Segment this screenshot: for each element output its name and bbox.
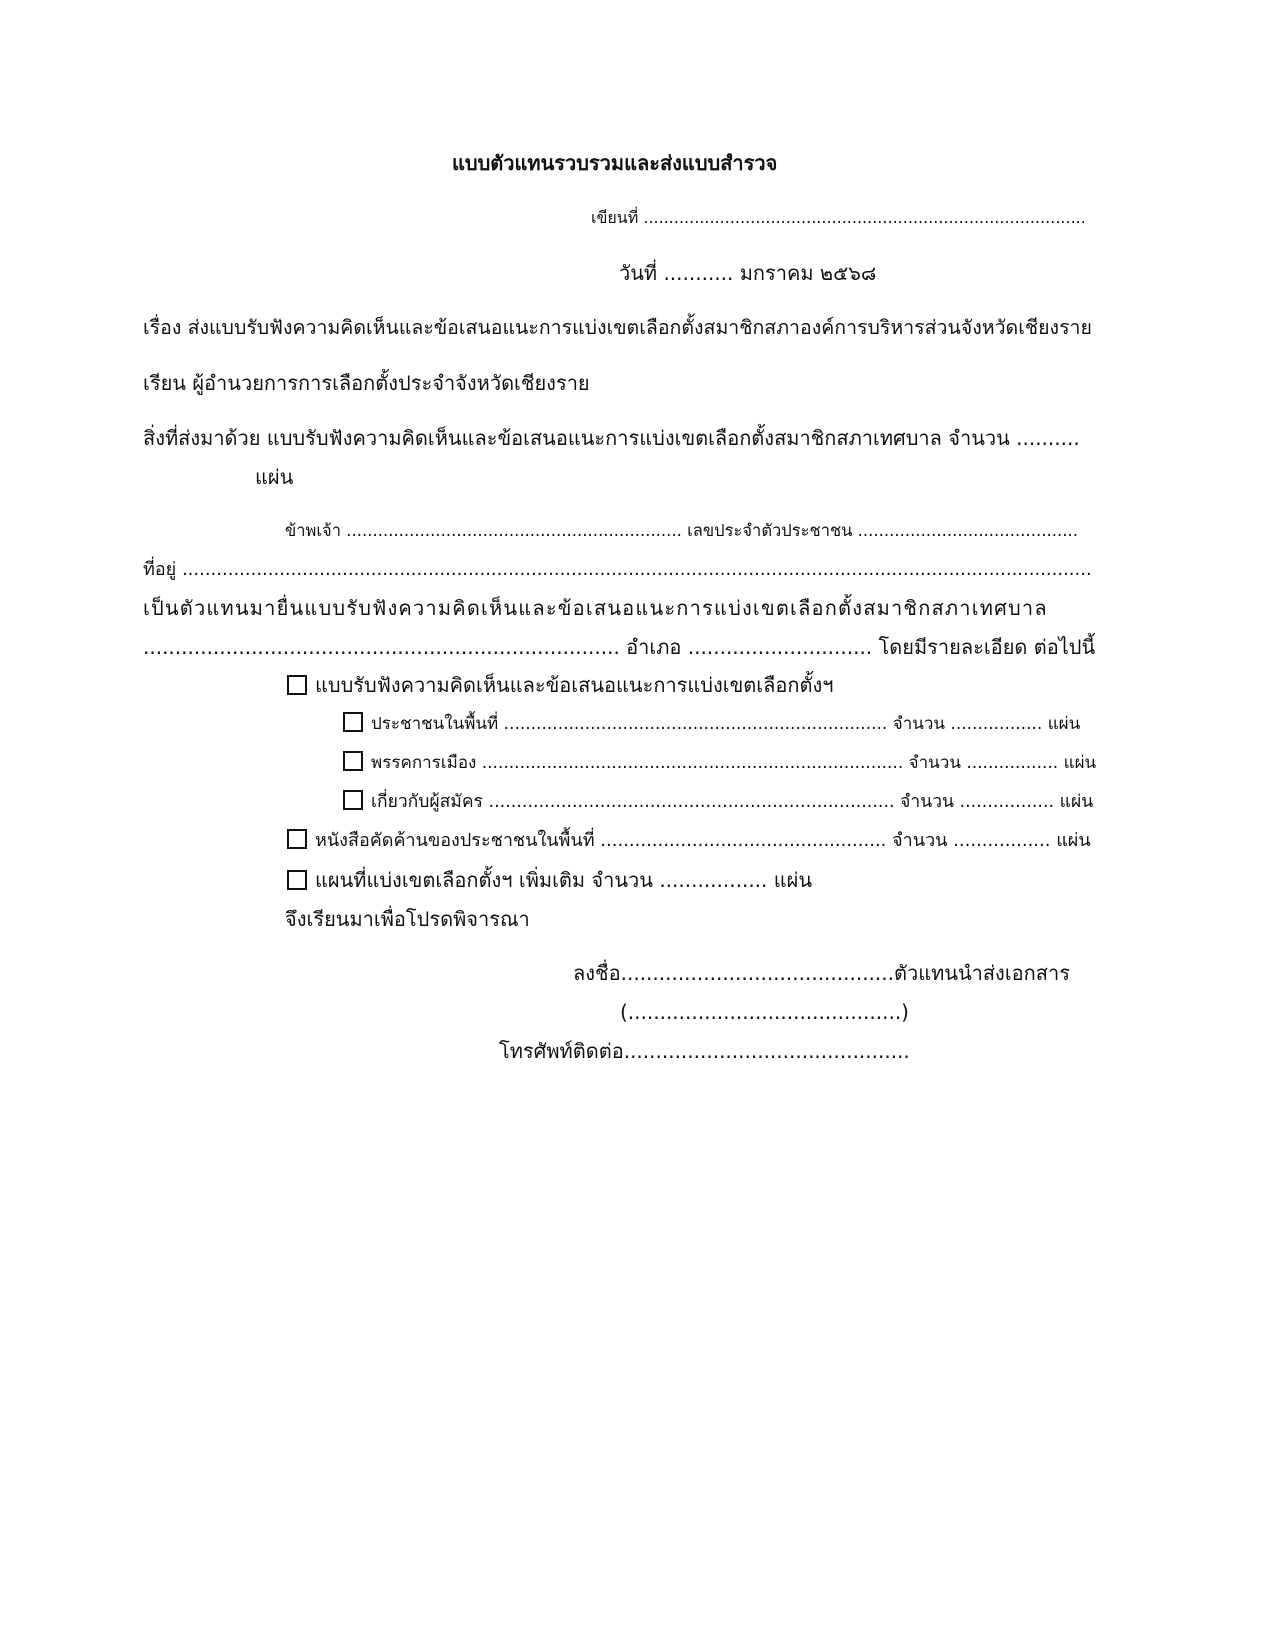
checklist-label: ประชาชนในพื้นที่ ....................................................................... จำนวน ................. แผ่น <box>371 714 1081 734</box>
checkbox[interactable] <box>343 751 363 771</box>
checkbox[interactable] <box>287 829 307 849</box>
enclosure-unit: แผ่น <box>255 465 294 489</box>
checklist-label: แผนที่แบ่งเขตเลือกตั้งฯ เพิ่มเติม จำนวน ................. แผ่น <box>315 868 813 892</box>
recipient-line: เรียน ผู้อำนวยการการเลือกตั้งประจำจังหวัดเชียงราย <box>143 371 590 395</box>
representative-line: เป็นตัวแทนมายื่นแบบรับฟังความคิดเห็นและข้อเสนอแนะการแบ่งเขตเลือกตั้งสมาชิกสภาเทศบาล <box>143 596 1048 620</box>
checklist-label: แบบรับฟังความคิดเห็นและข้อเสนอแนะการแบ่งเขตเลือกตั้งฯ <box>315 673 834 697</box>
checklist-item <box>343 709 1080 739</box>
checklist-label: พรรคการเมือง .............................................................................. จำนวน ................. แผ่น <box>371 753 1097 773</box>
checklist-item <box>343 787 1093 817</box>
checklist-item <box>287 826 1091 856</box>
checklist-item <box>343 748 1096 778</box>
checklist-label: เกี่ยวกับผู้สมัคร ......................................................................... จำนวน ................. แผ่น <box>371 792 1094 812</box>
checkbox[interactable] <box>343 712 363 732</box>
phone-line: โทรศัพท์ติดต่อ............................................. <box>499 1039 910 1063</box>
checklist-item <box>287 865 812 895</box>
checkbox[interactable] <box>287 675 307 695</box>
checkbox[interactable] <box>343 790 363 810</box>
checklist-item <box>287 670 833 700</box>
closing-line: จึงเรียนมาเพื่อโปรดพิจารณา <box>285 907 530 931</box>
address-line: ที่อยู่ ............................................................................................................................................................... <box>143 559 1092 580</box>
district-line: ........................................................................... อำเภอ ............................. โดยมีรายละเอียด ต่อไปนี้ <box>143 635 1096 659</box>
written-at-field: เขียนที่ ....................................................................................... <box>591 208 1086 227</box>
date-field: วันที่ ........... มกราคม ๒๕๖๘ <box>619 261 877 285</box>
signature-name: (...........................................) <box>620 1000 909 1024</box>
subject-line: เรื่อง ส่งแบบรับฟังความคิดเห็นและข้อเสนอแนะการแบ่งเขตเลือกตั้งสมาชิกสภาองค์การบริหารส่วนจังหวัดเชียงราย <box>143 316 1092 339</box>
checklist-label: หนังสือคัดค้านของประชาชนในพื้นที่ .................................................. จำนวน ................. แผ่น <box>315 830 1091 851</box>
enclosure-line: สิ่งที่ส่งมาด้วย แบบรับฟังความคิดเห็นและข้อเสนอแนะการแบ่งเขตเลือกตั้งสมาชิกสภาเทศบาล จำนวน .......... <box>143 426 1080 450</box>
checkbox[interactable] <box>287 870 307 890</box>
document-title: แบบตัวแทนรวบรวมและส่งแบบสำรวจ <box>452 151 778 175</box>
signature-line: ลงชื่อ...........................................ตัวแทนนำส่งเอกสาร <box>573 961 1070 985</box>
applicant-line: ข้าพเจ้า ................................................................ เลขประจำตัวประชาชน .......................................... <box>285 521 1078 540</box>
